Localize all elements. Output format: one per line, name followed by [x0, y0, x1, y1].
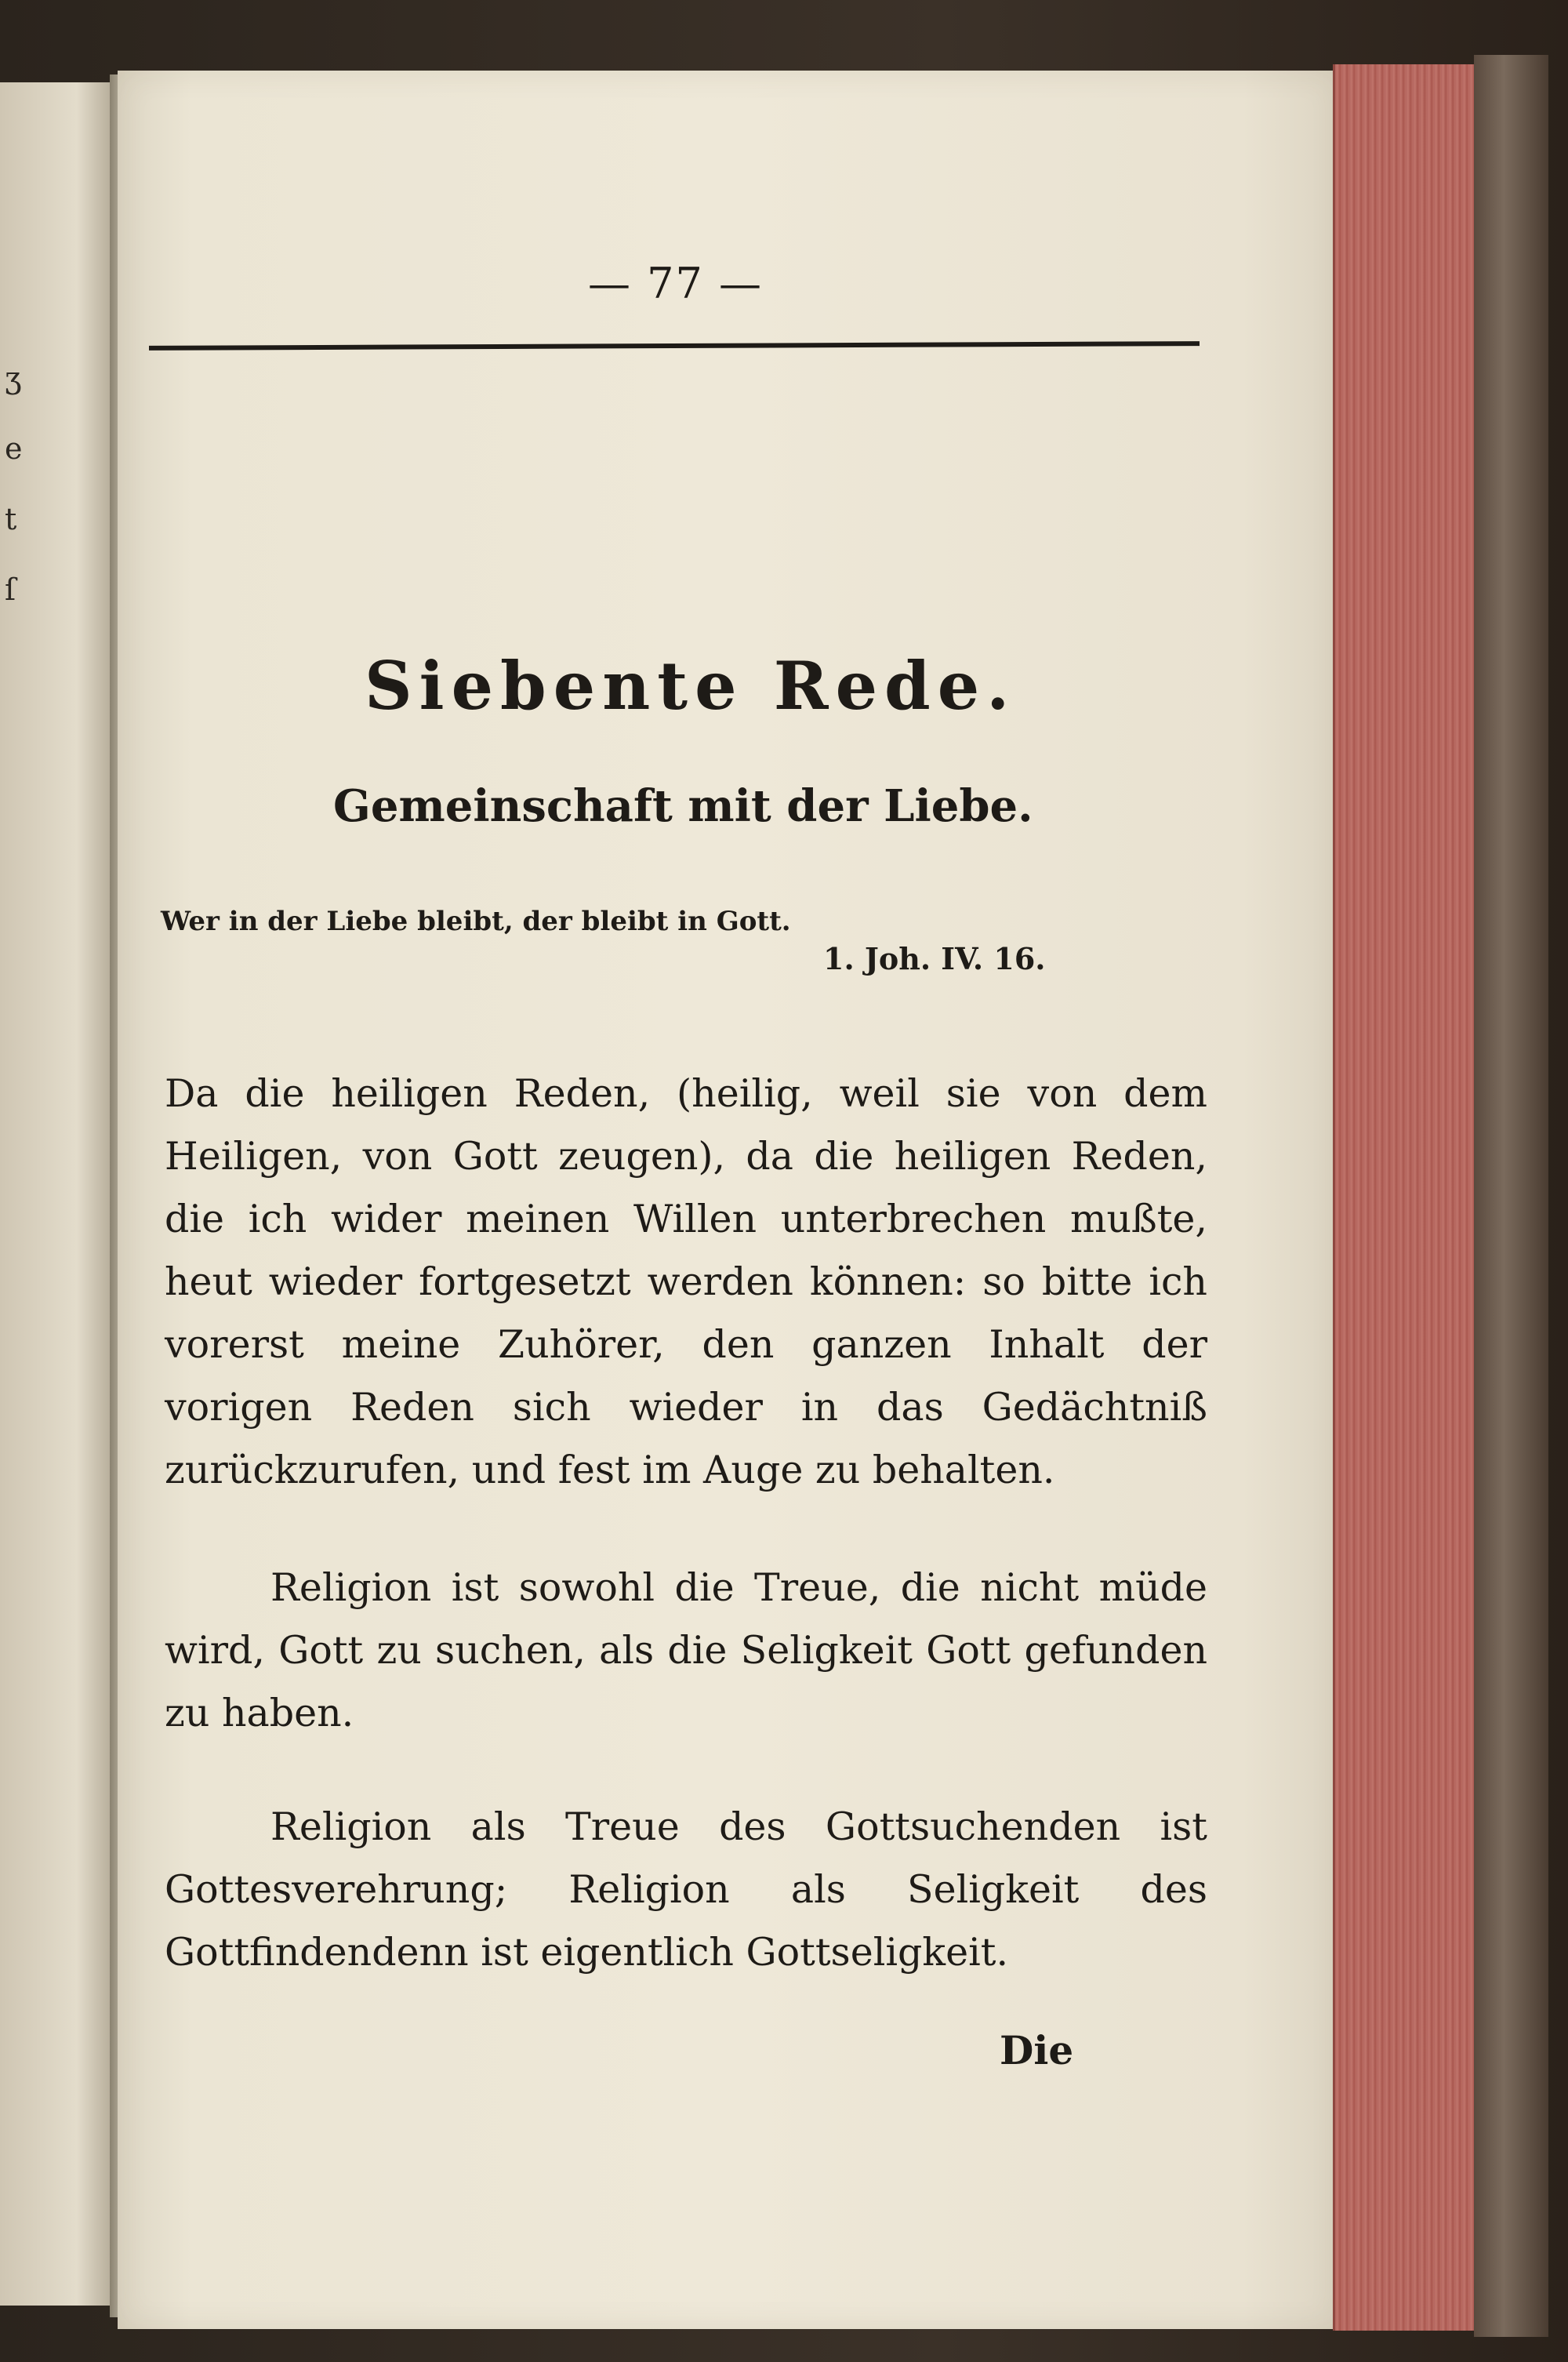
- red-fore-edge: [1333, 64, 1480, 2331]
- left-page-fragment: ſ: [5, 572, 16, 607]
- left-page-fragment: ʒ: [5, 361, 22, 395]
- book-cover: [1474, 55, 1548, 2337]
- page-content: [118, 71, 1341, 2329]
- paragraph-3: [165, 1796, 1207, 1984]
- page-number: — 77 —: [588, 259, 764, 308]
- paragraph-text: Religion als Treue des Gottsuchenden ist Gottesverehrung; Religion als Seligkeit des Gottfindendenn ist eigentlich Gottseligkeit.: [165, 1804, 1207, 1975]
- paragraph-text: Religion ist sowohl die Treue, die nicht müde wird, Gott zu suchen, als die Seligkeit Gott gefunden zu haben.: [165, 1565, 1207, 1735]
- left-page-fragment: e: [5, 431, 23, 466]
- paragraph-1: [165, 1063, 1207, 1502]
- catchword: Die: [1000, 2027, 1074, 2073]
- left-page-fragment: t: [5, 502, 17, 536]
- header-rule: [149, 341, 1200, 351]
- chapter-title: Siebente Rede.: [365, 647, 1017, 725]
- motto-quote: Wer in der Liebe bleibt, der bleibt in Gott.: [161, 906, 791, 937]
- chapter-subtitle: Gemeinschaft mit der Liebe.: [333, 780, 1033, 832]
- left-page-edge: [0, 82, 110, 2306]
- motto-reference: 1. Joh. IV. 16.: [823, 941, 1046, 976]
- paragraph-2: [165, 1557, 1207, 1745]
- paragraph-text: Da die heiligen Reden, (heilig, weil sie von dem Heiligen, von Gott zeugen), da die heiligen Reden, die ich wider meinen Willen unterbrechen mußte, heut wieder fortgesetzt werden können: so bitte ich vorerst meine Zuhörer, den ganzen Inhalt der vorigen Reden sich wieder in das Gedächtniß zurückzurufen, und fest im Auge zu behalten.: [165, 1071, 1207, 1492]
